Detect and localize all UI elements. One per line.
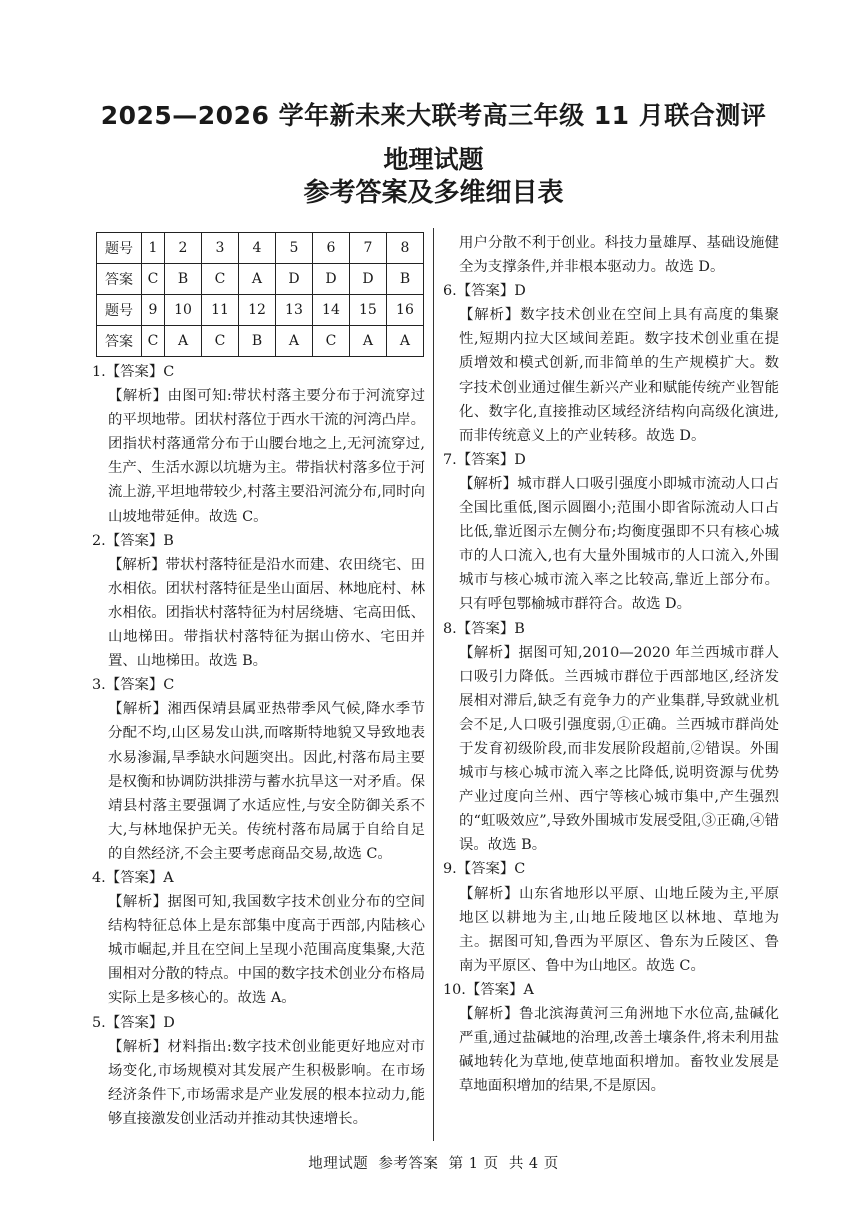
question-answer: 7.【答案】D [443,451,526,468]
table-row [97,326,424,357]
table-cell: 12 [238,295,275,326]
question-answer: 4.【答案】A [92,869,174,886]
table-cell: D [275,264,312,295]
row-label: 题号 [97,233,142,264]
table-cell: 15 [349,295,386,326]
table-cell: 14 [312,295,349,326]
table-cell: A [275,326,312,357]
table-cell: 9 [142,295,165,326]
table-cell: 13 [275,295,312,326]
page-footer: 地理试题 参考答案 第 1 页 共 4 页 [308,1156,559,1172]
table-cell: 4 [238,233,275,264]
column-divider [433,228,434,1141]
question-answer: 5.【答案】D [92,1014,175,1031]
table-row [97,264,424,295]
question-analysis: 【解析】由图可知:带状村落主要分布于河流穿过的平坝地带。团状村落位于西水干流的河湾凸岸。团指状村落通常分布于山腰台地之上,无河流穿过,生产、生活水源以坑塘为主。带指状村落多位于河流上游,平坦地带较少,村落主要沿河流分布,同时向山坡地带延伸。故选 C。 [108,388,425,525]
subject-title: 地理试题 [383,145,484,174]
table-cell: 1 [142,233,165,264]
table-cell: 3 [202,233,239,264]
table-cell: D [349,264,386,295]
table-row [97,295,424,326]
question-analysis: 【解析】城市群人口吸引强度小即城市流动人口占全国比重低,图示圆圈小;范围小即省际流动人口占比低,靠近图示左侧分布;均衡度强即不只有核心城市的人口流入,也有大量外围城市的人口流入,外围城市与核心城市流入率之比较高,靠近上部分布。只有呼包鄂榆城市群符合。故选 D。 [459,475,779,613]
question-answer: 10.【答案】A [443,981,534,998]
question-analysis: 【解析】数字技术创业在空间上具有高度的集聚性,短期内拉大区域间差距。数字技术创业重在提质增效和模式创新,而非简单的生产规模扩大。数字技术创业通过催生新兴产业和赋能传统产业智能化、数字化,直接推动区域经济结构向高级化演进,而非传统意义上的产业转移。故选 D。 [459,307,779,444]
row-label: 答案 [97,326,142,357]
question-answer: 8.【答案】B [443,620,525,637]
question-analysis: 【解析】鲁北滨海黄河三角洲地下水位高,盐碱化严重,通过盐碱地的治理,改善土壤条件,将未利用盐碱地转化为草地,使草地面积增加。畜牧业发展是草地面积增加的结果,不是原因。 [459,1006,779,1095]
analysis-continuation: 用户分散不利于创业。科技力量雄厚、基础设施健全为支撑条件,并非根本驱动力。故选 D。 [459,235,779,276]
row-label: 答案 [97,264,142,295]
exam-title: 2025—2026 学年新未来大联考高三年级 11 月联合测评 [100,101,767,130]
table-cell: 7 [349,233,386,264]
row-label: 题号 [97,295,142,326]
table-row [97,233,424,264]
question-answer: 1.【答案】C [92,364,175,380]
table-cell: A [238,264,275,295]
question-answer: 3.【答案】C [92,677,175,694]
table-cell: B [386,264,423,295]
table-cell: C [142,264,165,295]
table-cell: C [312,326,349,357]
answer-table [96,232,424,357]
table-cell: C [202,326,239,357]
table-cell: 16 [386,295,423,326]
table-cell: C [202,264,239,295]
table-cell: A [349,326,386,357]
table-cell: 10 [165,295,202,326]
question-answer: 6.【答案】D [443,283,526,300]
table-cell: D [312,264,349,295]
table-cell: B [238,326,275,357]
table-cell: 2 [165,233,202,264]
question-analysis: 【解析】据图可知,我国数字技术创业分布的空间结构特征总体上是东部集中度高于西部,内陆核心城市崛起,并且在空间上呈现小范围高度集聚,大范围相对分散的特点。中国的数字技术创业分布格局实际上是多核心的。故选 A。 [108,894,425,1007]
document-subtitle: 参考答案及多维细目表 [303,178,564,208]
table-cell: C [142,326,165,357]
table-cell: B [165,264,202,295]
question-analysis: 【解析】山东省地形以平原、山地丘陵为主,平原地区以耕地为主,山地丘陵地区以林地、草地为主。据图可知,鲁西为平原区、鲁东为丘陵区、鲁南为平原区、鲁中为山地区。故选 C。 [459,885,779,974]
table-cell: A [386,326,423,357]
question-analysis: 【解析】带状村落特征是沿水而建、农田绕宅、田水相依。团状村落特征是坐山面居、林地庇村、林水相依。团指状村落特征为村居绕塘、宅高田低、山地梯田。带指状村落特征为据山傍水、宅田并置、山地梯田。故选 B。 [108,556,425,670]
question-answer: 2.【答案】B [92,532,174,549]
table-cell: 5 [275,233,312,264]
table-cell: 11 [202,295,239,326]
question-answer: 9.【答案】C [443,861,526,878]
question-analysis: 【解析】材料指出:数字技术创业能更好地应对市场变化,市场规模对其发展产生积极影响。在市场经济条件下,市场需求是产业发展的根本拉动力,能够直接激发创业活动并推动其快速增长。 [108,1038,425,1127]
left-column [92,360,425,1131]
question-analysis: 【解析】据图可知,2010—2020 年兰西城市群人口吸引力降低。兰西城市群位于西部地区,经济发展相对滞后,缺乏有竞争力的产业集群,导致就业机会不足,人口吸引强度弱,①正确。兰西城市群尚处于发育初级阶段,而非发展阶段超前,②错误。外围城市与核心城市流入率之比降低,说明资源与优势产业过度向兰州、西宁等核心城市集中,产生强烈的“虹吸效应”,导致外围城市发展受阻,③正确,④错误。故选 B。 [459,644,779,854]
table-cell: 6 [312,233,349,264]
right-column [443,231,779,1098]
table-cell: A [165,326,202,357]
question-analysis: 【解析】湘西保靖县属亚热带季风气候,降水季节分配不均,山区易发山洪,而喀斯特地貌又导致地表水易渗漏,旱季缺水问题突出。因此,村落布局主要是权衡和协调防洪排涝与蓄水抗旱这一对矛盾。保靖县村落主要强调了水适应性,与安全防御关系不大,与林地保护无关。传统村落布局属于自给自足的自然经济,不会主要考虑商品交易,故选 C。 [108,701,425,862]
table-cell: 8 [386,233,423,264]
